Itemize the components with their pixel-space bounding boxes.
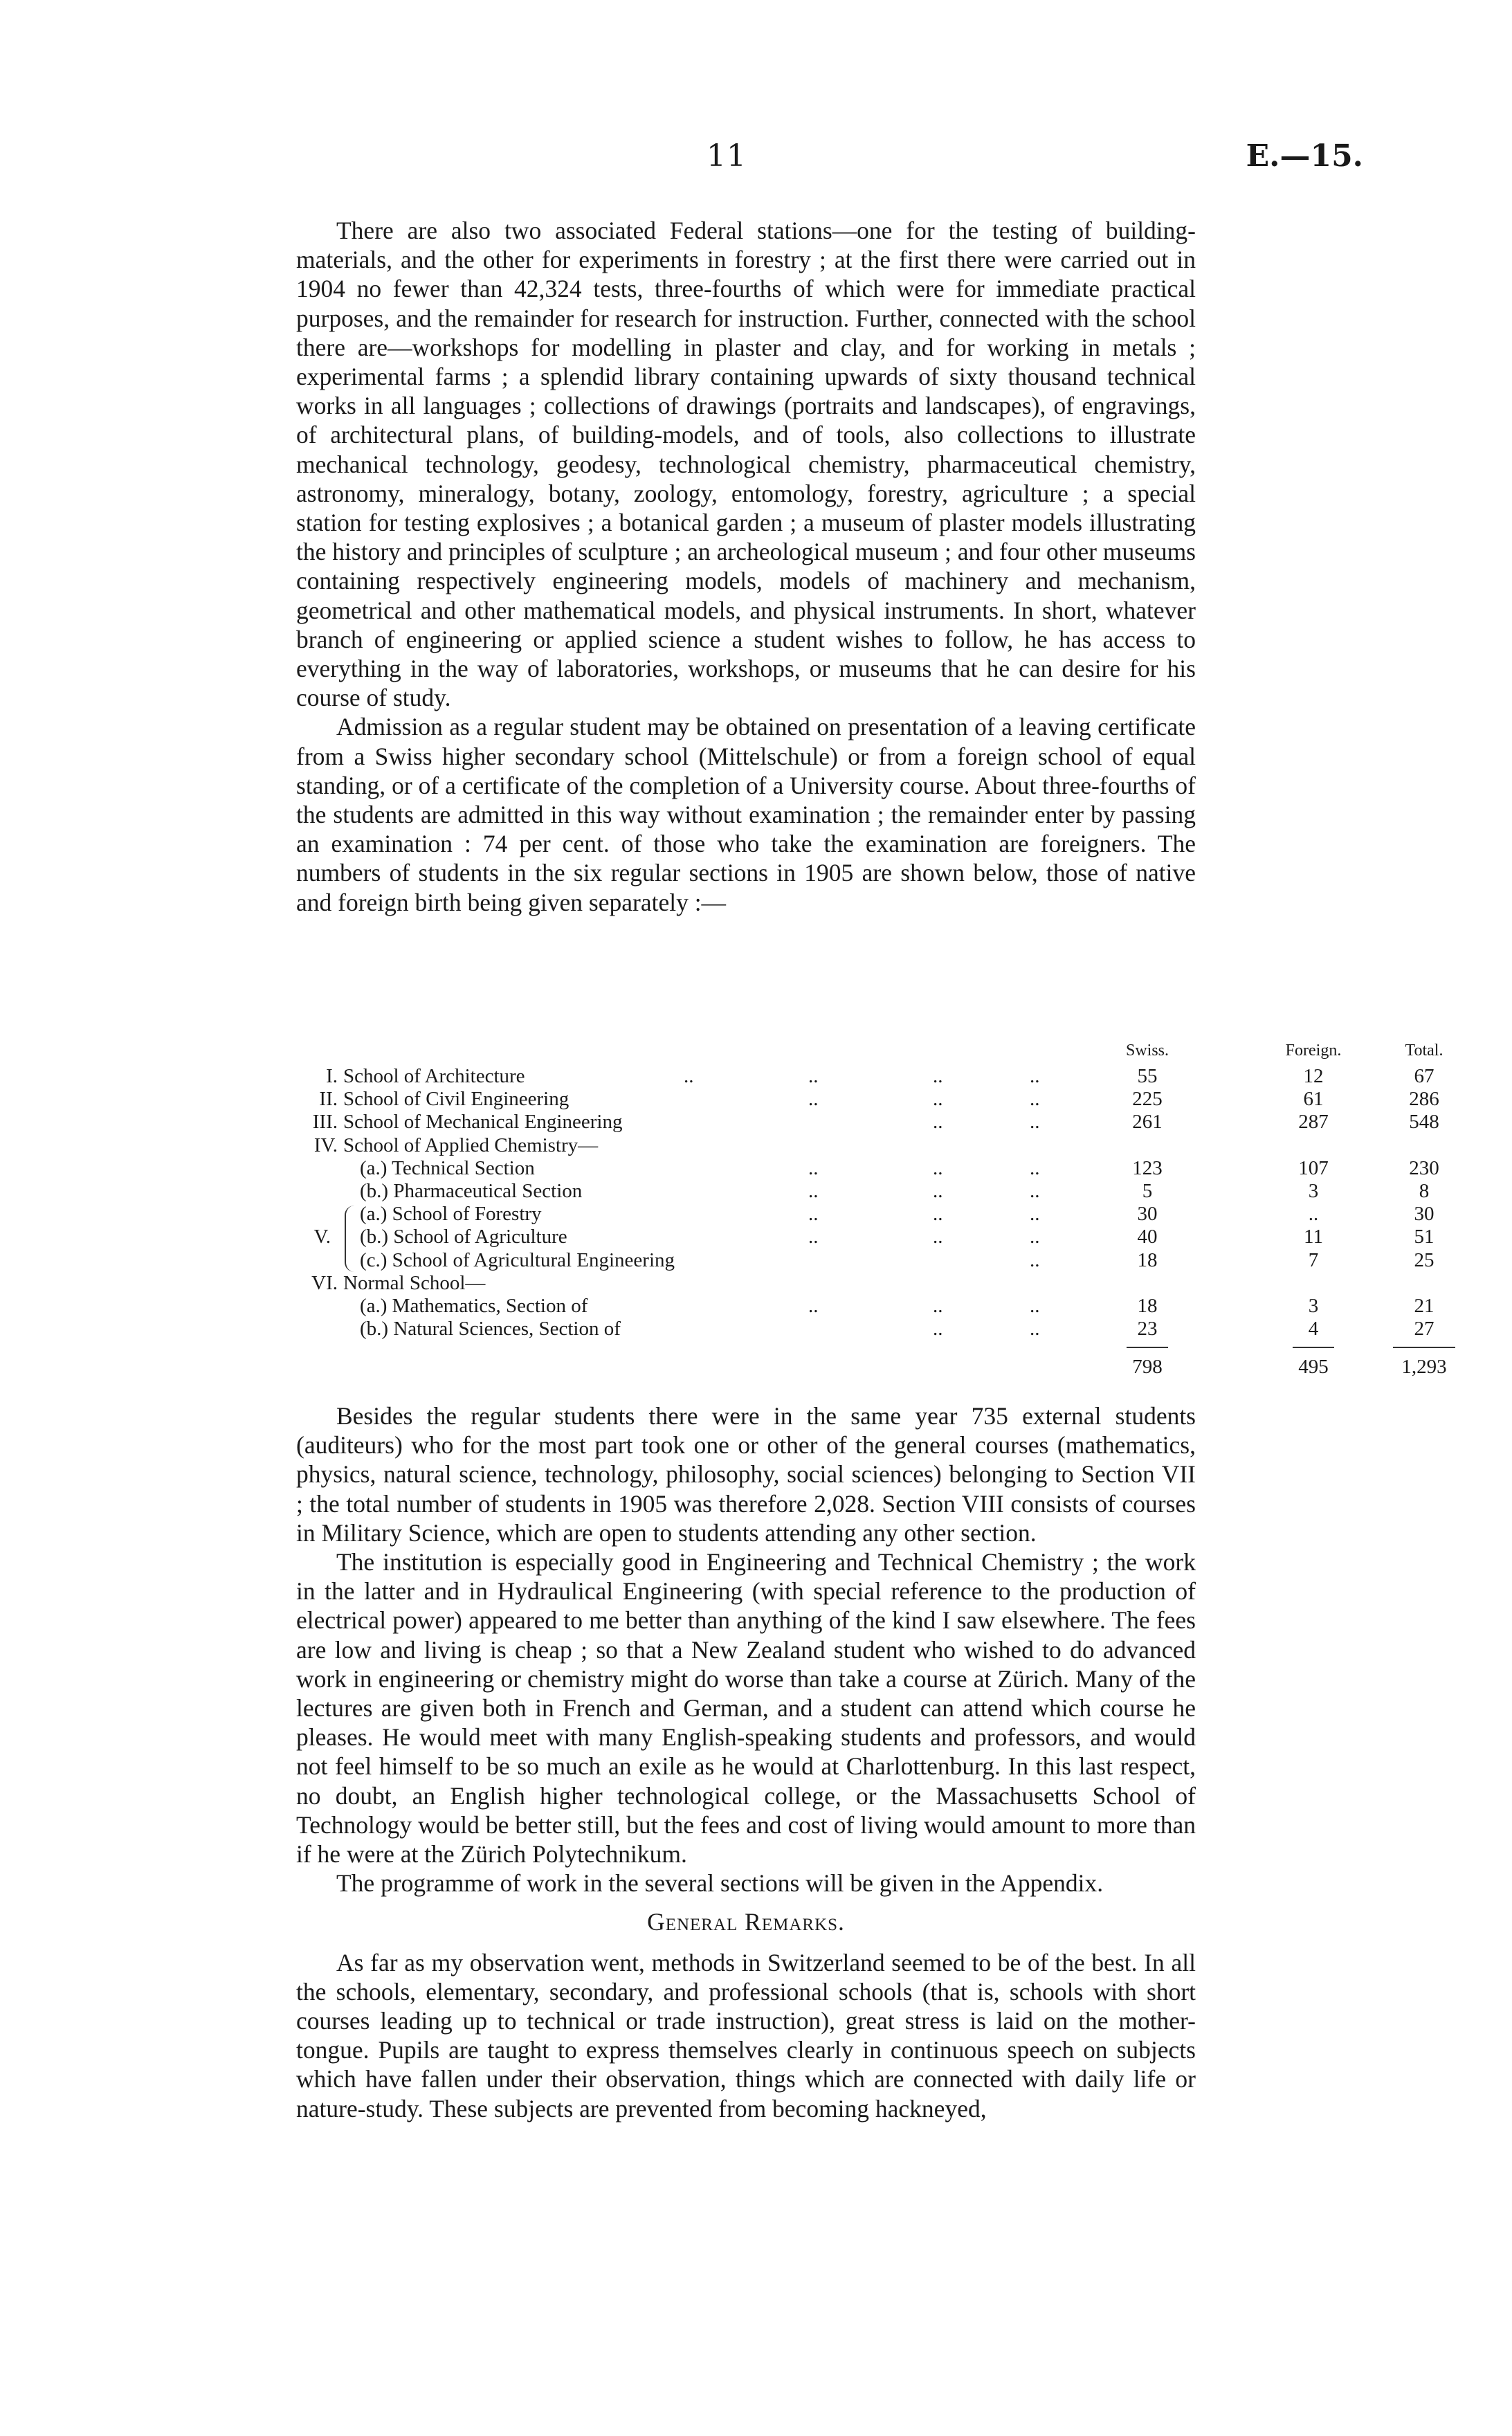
- table-row: (a.) Mathematics, Section of .. .. .. 18 3 21: [296, 1295, 1196, 1318]
- student-numbers-table: [296, 1042, 1447, 1379]
- rule-swiss: [1127, 1347, 1168, 1348]
- row-total: 230: [1409, 1156, 1439, 1179]
- paragraph-programme: The programme of work in the several sections will be given in the Appendix.: [336, 1869, 1104, 1898]
- paragraph-general-remarks: As far as my observation went, methods in Switzerland seemed to be of the best. In all the schools, elementary, secondary, and professional schools (that is, schools with short courses leading up to technical or trade instruction), great stress is laid on the mother-tongue. Pupils are taught to express themselves clearly in continuous speech on subjects which have fallen under their observation, things which are connected with daily life or nature-study. These subjects are prevented from becoming hackneyed,: [296, 1948, 1196, 2123]
- row-swiss: 55: [1137, 1065, 1158, 1087]
- table-row: III. School of Mechanical Engineering .. .. 261 287 548: [296, 1111, 1196, 1134]
- header-foreign: Foreign.: [1285, 1042, 1342, 1060]
- row-roman: VI.: [311, 1271, 338, 1294]
- row-label: School of Civil Engineering: [343, 1088, 570, 1111]
- rule-foreign: [1293, 1347, 1334, 1348]
- table-row-group-heading: [296, 1134, 1196, 1157]
- row-foreign: 287: [1298, 1111, 1329, 1134]
- row-swiss: 30: [1137, 1203, 1158, 1226]
- body-text-top: [296, 216, 1196, 917]
- row-label: (c.) School of Agricultural Engineering: [360, 1248, 675, 1271]
- total-foreign: 495: [1298, 1356, 1329, 1379]
- row-label: (a.) School of Forestry: [360, 1203, 542, 1226]
- row-label: School of Mechanical Engineering: [343, 1111, 623, 1134]
- paragraph-federal-stations: There are also two associated Federal stations—one for the testing of building-materials, and the other for experiments in forestry ; at the first there were carried out in 1904 no fewer than 42,324 tests, three-fourths of which were for immediate practical purposes, and the remainder for research for instruction. Further, connected with the school there are—workshops for modelling in plaster and clay, and for working in metals ; experimental farms ; a splendid library containing upwards of sixty thousand technical works in all languages ; collections of drawings (portraits and landscapes), of engravings, of architectural plans, of building-models, and of tools, also collections to illustrate mechanical technology, geodesy, technological chemistry, pharmaceutical chemistry, astronomy, mineralogy, botany, zoology, entomology, forestry, agriculture ; a special station for testing explosives ; a botanical garden ; a museum of plaster models illustrating the history and principles of sculpture ; an archeological museum ; and four other museums containing respectively engineering models, models of machinery and mechanism, geometrical and other mathematical models, and physical instruments. In short, whatever branch of engineering or applied science a student wishes to follow, he has access to everything in the way of laboratories, workshops, or museums that he can desire for his course of study.: [296, 217, 1196, 712]
- row-foreign: 3: [1308, 1179, 1319, 1202]
- row-foreign: 7: [1308, 1248, 1319, 1271]
- body-text-bottom: [296, 1401, 1196, 2123]
- row-label: School of Architecture: [343, 1065, 525, 1087]
- table-header: [296, 1042, 1443, 1065]
- table-row: I. School of Architecture .. .. .. .. 55 12 67: [296, 1065, 1196, 1088]
- row-roman: V.: [313, 1226, 331, 1248]
- paragraph-admission: Admission as a regular student may be obtained on presentation of a leaving certificate from a Swiss higher secondary school (Mittelschule) or from a foreign school of equal standing, or of a certificate of the completion of a University course. About three-fourths of the students are admitted in this way without examination ; the remainder enter by passing an examination : 74 per cent. of those who take the examination are foreigners. The numbers of students in the six regular sections in 1905 are shown below, those of native and foreign birth being given separately :—: [296, 713, 1196, 916]
- row-label: (a.) Technical Section: [360, 1156, 535, 1179]
- paragraph-external-students: Besides the regular students there were in the same year 735 external students (auditeurs) who for the most part took one or other of the general courses (mathematics, physics, natural science, technology, philosophy, social sciences) belonging to Section VII ; the total number of students in 1905 was therefore 2,028. Section VIII consists of courses in Military Science, which are open to students attending any other section.: [296, 1402, 1196, 1547]
- row-label: (b.) Pharmaceutical Section: [360, 1179, 583, 1202]
- row-total: 8: [1419, 1179, 1430, 1202]
- row-foreign: 11: [1304, 1226, 1323, 1248]
- row-total: 25: [1414, 1248, 1434, 1271]
- row-swiss: 18: [1137, 1248, 1158, 1271]
- row-swiss: 40: [1137, 1226, 1158, 1248]
- row-swiss: 261: [1132, 1111, 1163, 1134]
- row-swiss: 5: [1142, 1179, 1153, 1202]
- header-swiss: Swiss.: [1125, 1042, 1169, 1060]
- rule-total: [1393, 1347, 1455, 1348]
- section-v-group: [296, 1203, 1434, 1272]
- row-swiss: 23: [1137, 1318, 1158, 1340]
- row-foreign: ..: [1308, 1203, 1319, 1226]
- table-row: (a.) Technical Section .. .. .. 123 107 230: [296, 1157, 1196, 1180]
- page-number: 11: [707, 138, 747, 174]
- row-foreign: 4: [1308, 1318, 1319, 1340]
- totals-rule: [296, 1340, 1196, 1354]
- paragraph-engineering-chemistry: The institution is especially good in Engineering and Technical Chemistry ; the work in the latter and in Hydraulical Engineering (with special reference to the production of electrical power) appeared to me better than anything of the kind I saw elsewhere. The fees are low and living is cheap ; so that a New Zealand student who wished to do advanced work in engineering or chemistry might do worse than take a course at Zürich. Many of the lectures are given both in French and German, and a student can attend which course he pleases. He would meet with many English-speaking students and professors, and would not feel himself to be so much an exile as he would at Charlottenburg. In this last respect, no doubt, an English higher technological college, or the Massachusetts School of Technology would be better still, but the fees and cost of living would amount to more than if he were at the Zürich Polytechnikum.: [296, 1548, 1196, 1869]
- row-foreign: 107: [1298, 1156, 1329, 1179]
- table-row: II. School of Civil Engineering .. .. .. 225 61 286: [296, 1088, 1196, 1111]
- row-label: School of Applied Chemistry—: [343, 1134, 599, 1156]
- row-total: 548: [1409, 1111, 1439, 1134]
- row-total: 30: [1414, 1203, 1434, 1226]
- row-total: 51: [1414, 1226, 1434, 1248]
- table-row: (b.) Natural Sciences, Section of .. .. 23 4 27: [296, 1318, 1196, 1340]
- row-total: 21: [1414, 1294, 1434, 1317]
- row-total: 27: [1414, 1318, 1434, 1340]
- document-reference: E.—15.: [1246, 138, 1363, 174]
- total-all: 1,293: [1401, 1356, 1447, 1379]
- table-row: (a.) School of Forestry .. .. .. 30 .. 30: [296, 1203, 1196, 1226]
- row-roman: III.: [312, 1111, 338, 1134]
- table-row: V. (b.) School of Agriculture .. .. .. 40 11 51: [296, 1226, 1196, 1248]
- row-foreign: 61: [1303, 1088, 1324, 1111]
- row-roman: IV.: [313, 1134, 338, 1156]
- row-label: (a.) Mathematics, Section of: [360, 1294, 588, 1317]
- total-swiss: 798: [1132, 1356, 1163, 1379]
- row-total: 286: [1409, 1088, 1439, 1111]
- table-totals-row: [296, 1354, 1447, 1379]
- row-swiss: 225: [1132, 1088, 1163, 1111]
- table-row: (b.) Pharmaceutical Section .. .. .. 5 3 8: [296, 1180, 1196, 1203]
- row-total: 67: [1414, 1065, 1434, 1087]
- row-swiss: 18: [1137, 1294, 1158, 1317]
- row-label: (b.) Natural Sciences, Section of: [360, 1318, 621, 1340]
- header-total: Total.: [1405, 1042, 1443, 1060]
- row-roman: II.: [319, 1088, 338, 1111]
- table-row-group-heading: [296, 1272, 1196, 1295]
- row-foreign: 3: [1308, 1294, 1319, 1317]
- row-foreign: 12: [1303, 1065, 1324, 1087]
- row-label: (b.) School of Agriculture: [360, 1226, 567, 1248]
- section-heading: General Remarks.: [647, 1908, 845, 1936]
- table-row: (c.) School of Agricultural Engineering .. 18 7 25: [296, 1249, 1196, 1272]
- row-swiss: 123: [1132, 1156, 1163, 1179]
- row-label: Normal School—: [343, 1271, 486, 1294]
- row-roman: I.: [326, 1065, 338, 1087]
